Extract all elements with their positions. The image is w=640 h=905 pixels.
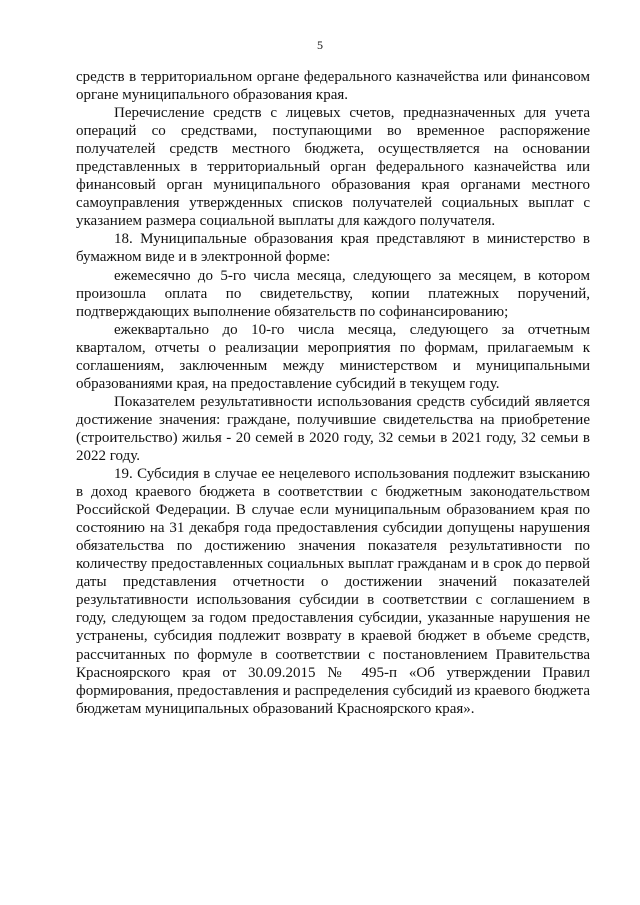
document-body — [76, 68, 590, 718]
paragraph-item-18: 18. Муниципальные образования края представляют в министерство в бумажном виде и в электронной форме: — [76, 231, 590, 266]
paragraph-continuation: средств в территориальном органе федерального казначейства или финансовом органе муниципального образования края. — [76, 69, 590, 104]
paragraph-monthly-report: ежемесячно до 5-го числа месяца, следующего за месяцем, в котором произошла оплата по свидетельству, копии платежных поручений, подтверждающих выполнение обязательств по софинансированию; — [76, 267, 590, 320]
paragraph-fund-transfer: Перечисление средств с лицевых счетов, предназначенных для учета операций со средствами, поступающими во временное распоряжение получателей средств местного бюджета, осуществляется на основании представленных в территориальный орган федерального казначейства или финансовый орган муниципального образования края органами местного самоуправления утвержденных списков получателей социальных выплат с указанием размера социальной выплаты для каждого получателя. — [76, 105, 590, 230]
page-number: 5 — [317, 38, 323, 52]
paragraph-item-19: 19. Субсидия в случае ее нецелевого использования подлежит взысканию в доход краевого бюджета в соответствии с бюджетным законодательством Российской Федерации. В случае если муниципальным образованием края по состоянию на 31 декабря года предоставления субсидии допущены нарушения обязательства по достижению значения показателя результативности по количеству предоставленных социальных выплат гражданам и в срок до первой даты представления отчетности о достижении значений показателей результативности использования субсидии в соответствии с соглашением в году, следующем за годом предоставления субсидии, указанные нарушения не устранены, субсидия подлежит возврату в краевой бюджет в объеме средств, рассчитанных по формуле в соответствии с постановлением Правительства Красноярского края от 30.09.2015 № 495-п «Об утверждении Правил формирования, предоставления и распределения субсидий из краевого бюджета бюджетам муниципальных образований Красноярского края». — [76, 466, 590, 717]
paragraph-quarterly-report: ежеквартально до 10-го числа месяца, следующего за отчетным кварталом, отчеты о реализации мероприятия по формам, прилагаемым к соглашениям, заключенным между министерством и муниципальными образованиями края, на предоставление субсидий в текущем году. — [76, 321, 590, 392]
paragraph-performance-indicator: Показателем результативности использования средств субсидий является достижение значения: граждане, получившие свидетельства на приобретение (строительство) жилья - 20 семей в 2020 году, 32 семьи в 2021 году, 32 семьи в 2022 году. — [76, 393, 590, 464]
